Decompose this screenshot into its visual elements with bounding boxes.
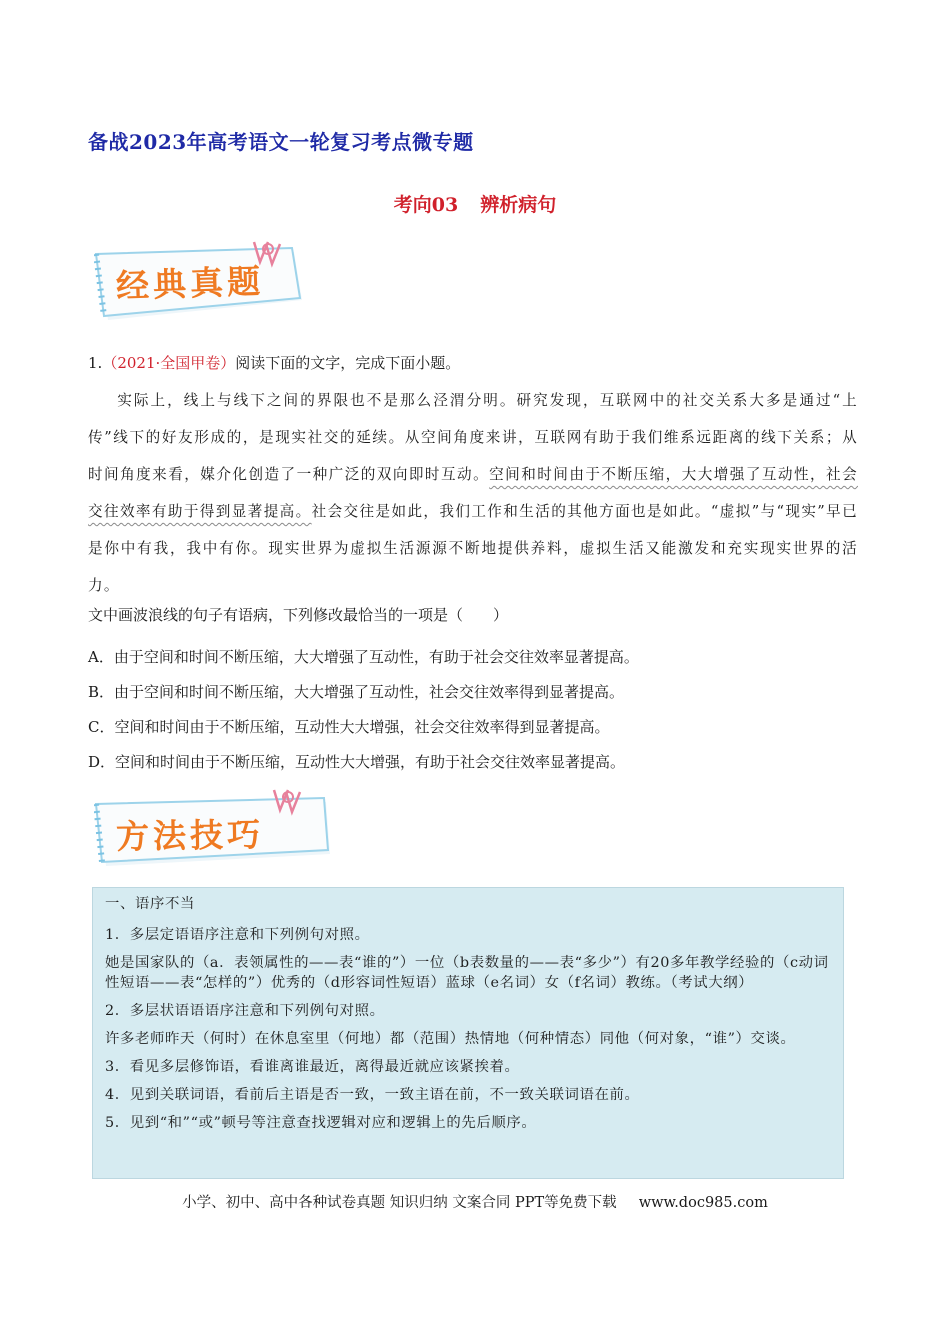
method-tips-label: 方法技巧 — [115, 814, 265, 857]
topic-name: 辨析病句 — [480, 194, 557, 216]
footer-text: 小学、初中、高中各种试卷真题 知识归纳 文案合同 PPT等免费下载 — [182, 1195, 617, 1211]
question-header — [88, 352, 460, 373]
question-source: （2021·全国甲卷） — [102, 354, 236, 372]
method-example-2: 许多老师昨天（何时）在休息室里（何地）都（范围）热情地（何种情态）同他（何对象，“谁”）交谈。 — [105, 1031, 796, 1047]
method-item-3: 3．看见多层修饰语，看谁离谁最近，离得最近就应该紧挨着。 — [105, 1059, 520, 1075]
option-d: D．空间和时间由于不断压缩，互动性大大增强，有助于社会交往效率显著提高。 — [88, 753, 626, 771]
method-item-2: 2．多层状语语语序注意和下列例句对照。 — [105, 1003, 385, 1019]
method-example-1: 她是国家队的（a．表领属性的——表“谁的”）一位（b表数量的——表“多少”）有20多年教学经验的（c动词性短语——表“怎样的”）优秀的（d形容词性短语）蓝球（e名词）女（f名词）教练。（考试大纲） — [105, 955, 829, 991]
footer-site-link[interactable]: www.doc985.com — [638, 1195, 768, 1211]
method-content-box — [92, 887, 844, 1179]
method-item-5: 5．见到“和”“或”顿号等注意查找逻辑对应和逻辑上的先后顺序。 — [105, 1115, 537, 1131]
classic-questions-badge — [94, 240, 310, 326]
question-number: 1. — [88, 354, 103, 372]
option-b: B．由于空间和时间不断压缩，大大增强了互动性，社会交往效率得到显著提高。 — [88, 683, 625, 701]
page-footer — [0, 1191, 950, 1212]
method-tips-badge — [94, 788, 334, 872]
method-item-1: 1．多层定语语序注意和下列例句对照。 — [105, 927, 370, 943]
method-heading: 一、语序不当 — [105, 896, 195, 912]
question-prompt: 文中画波浪线的句子有语病，下列修改最恰当的一项是（ ） — [88, 606, 509, 624]
option-a: A．由于空间和时间不断压缩，大大增强了互动性，有助于社会交往效率显著提高。 — [88, 648, 639, 666]
method-item-4: 4．见到关联词语，看前后主语是否一致，一致主语在前，不一致关联词语在前。 — [105, 1087, 640, 1103]
passage-part1: 实际上，线上与线下之间的界限也不是那么泾渭分明。研究发现，互联网中的社交关系大多是通过“上传”线下的好友形成的，是现实社交的延续。从空间角度来讲，互联网有助于我们维系远距离的线下关系；从时间角度来看，媒介化创造了一种广泛的双向即时互动。 — [88, 392, 858, 483]
wavy-underlined-sentence: 空间和时间由于不断压缩，大大增强了互动性，社会交往效率有助于得到显著提高。 — [88, 466, 858, 520]
reading-passage — [88, 382, 858, 604]
passage-part2: 社会交往是如此，我们工作和生活的其他方面也是如此。“虚拟”与“现实”早已是你中有我，我中有你。现实世界为虚拟生活源源不断地提供养料，虚拟生活又能激发和充实现实世界的活力。 — [88, 503, 858, 594]
topic-number: 考向03 — [393, 194, 459, 216]
classic-questions-label: 经典真题 — [115, 261, 265, 306]
topic-title — [0, 190, 950, 217]
series-title: 备战2023年高考语文一轮复习考点微专题 — [88, 130, 474, 154]
question-instruction: 阅读下面的文字，完成下面小题。 — [235, 354, 461, 372]
option-c: C．空间和时间由于不断压缩，互动性大大增强，社会交往效率得到显著提高。 — [88, 718, 610, 736]
answer-options — [88, 640, 639, 780]
